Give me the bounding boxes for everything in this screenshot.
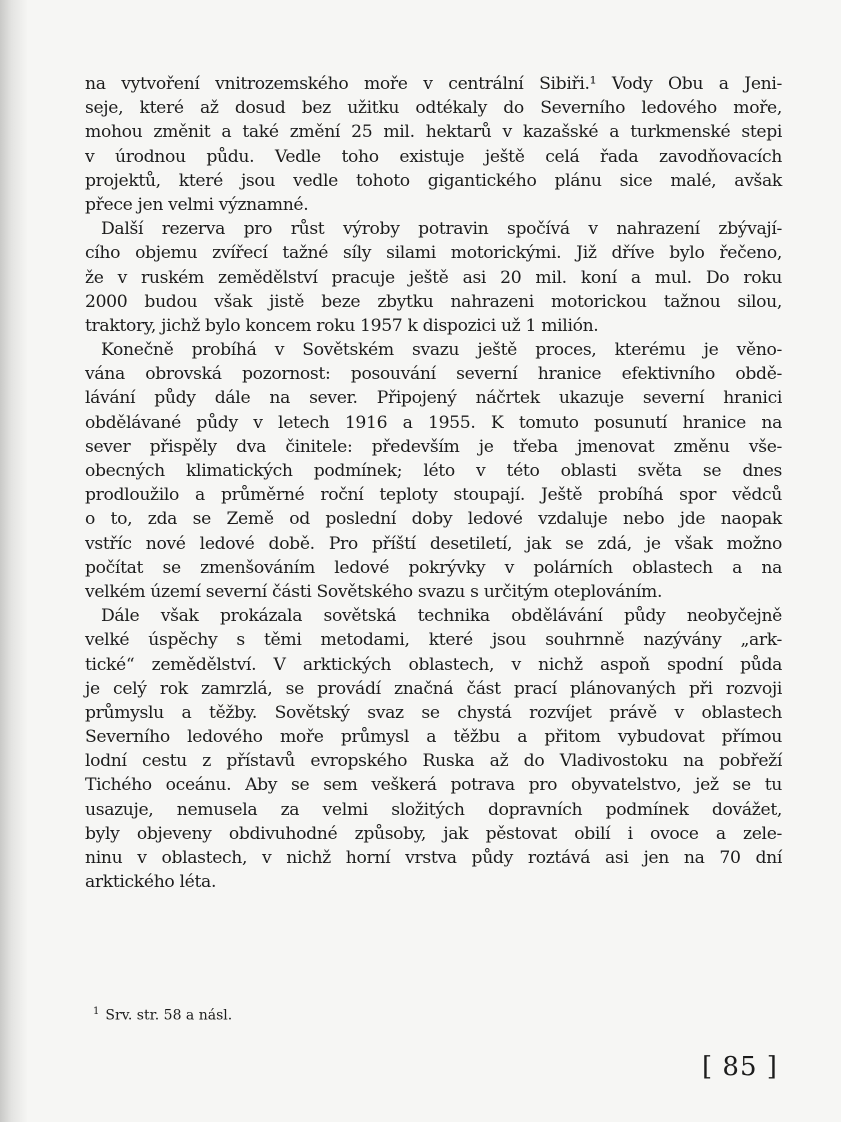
book-gutter-shadow [0,0,28,1122]
text-line: ninu v oblastech, v nichž horní vrstva půdy roztává asi jen na 70 dní [85,848,782,868]
footnote [93,1006,232,1024]
text-line: velké úspěchy s těmi metodami, které jsou souhrnně nazývány „ark- [85,630,782,651]
footnote-marker: 1 [93,1006,100,1017]
text-line: Tichého oceánu. Aby se sem veškerá potrava pro obyvatelstvo, jež se tu [85,775,782,796]
text-line: cího objemu zvířecí tažné síly silami motorickými. Již dříve bylo řečeno, [85,243,782,264]
text-line: na vytvoření vnitrozemského moře v centrální Sibiři.¹ Vody Obu a Jeni- [85,74,782,94]
text-line: přece jen velmi významné. [85,194,309,215]
text-line: Další rezerva pro růst výroby potravin spočívá v nahrazení zbývají- [101,219,782,240]
text-line: je celý rok zamrzlá, se provádí značná část prací plánovaných při rozvoji [85,678,782,699]
text-line: vstříc nové ledové době. Pro příští desetiletí, jak se zdá, je však možno [85,533,782,554]
text-line: mohou změnit a také změní 25 mil. hektarů v kazašské a turkmenské stepi [85,122,782,143]
text-line: byly objeveny obdivuhodné způsoby, jak pěstovat obilí i ovoce a zele- [85,823,782,844]
paragraph-2 [85,217,782,338]
paragraph-4 [85,604,782,894]
text-line: prodloužilo a průměrné roční teploty stoupají. Ještě probíhá spor vědců [85,485,782,506]
text-line: traktory, jichž bylo koncem roku 1957 k dispozici už 1 milión. [85,315,599,336]
text-line: o to, zda se Země od poslední doby ledové vzdaluje nebo jde naopak [85,509,782,530]
text-line: obecných klimatických podmínek; léto v této oblasti světa se dnes [85,461,782,481]
text-line: tické“ zemědělství. V arktických oblastech, v nichž aspoň spodní půda [85,654,782,675]
text-line: arktického léta. [85,872,217,893]
page-number: [ 85 ] [702,1052,778,1082]
text-line: usazuje, nemusela za velmi složitých dopravních podmínek dovážet, [85,799,782,820]
text-line: projektů, které jsou vedle tohoto gigantického plánu sice malé, avšak [85,170,782,191]
text-line: počítat se zmenšováním ledové pokrývky v polárních oblastech a na [85,557,782,578]
text-line: seje, které až dosud bez užitku odtékaly do Severního ledového moře, [85,98,782,119]
text-line: lávání půdy dále na sever. Připojený náčrtek ukazuje severní hranici [85,388,782,409]
text-line: velkém území severní části Sovětského svazu s určitým oteplováním. [85,581,663,602]
text-line: Konečně probíhá v Sovětském svazu ještě proces, kterému je věno- [101,340,782,361]
text-line: v úrodnou půdu. Vedle toho existuje ještě celá řada zavodňovacích [85,146,782,167]
text-line: průmyslu a těžby. Sovětský svaz se chystá rozvíjet právě v oblastech [85,702,782,723]
text-line: že v ruském zemědělství pracuje ještě asi 20 mil. koní a mul. Do roku [85,267,782,288]
text-line: 2000 budou však jistě beze zbytku nahrazeni motorickou tažnou silou, [85,291,782,312]
paragraph-1 [85,72,782,217]
footnote-text: Srv. str. 58 a násl. [105,1007,233,1024]
text-line: Severního ledového moře průmysl a těžbu a přitom vybudovat přímou [85,727,782,748]
text-line: Dále však prokázala sovětská technika obdělávání půdy neobyčejně [101,606,782,627]
text-line: obdělávané půdy v letech 1916 a 1955. K tomuto posunutí hranice na [85,412,782,433]
body-text [85,72,782,894]
text-line: sever přispěly dva činitele: především je třeba jmenovat změnu vše- [85,436,782,457]
text-line: vána obrovská pozornost: posouvání severní hranice efektivního obdě- [85,364,782,385]
paragraph-3 [85,338,782,604]
text-line: lodní cestu z přístavů evropského Ruska až do Vladivostoku na pobřeží [85,751,782,772]
